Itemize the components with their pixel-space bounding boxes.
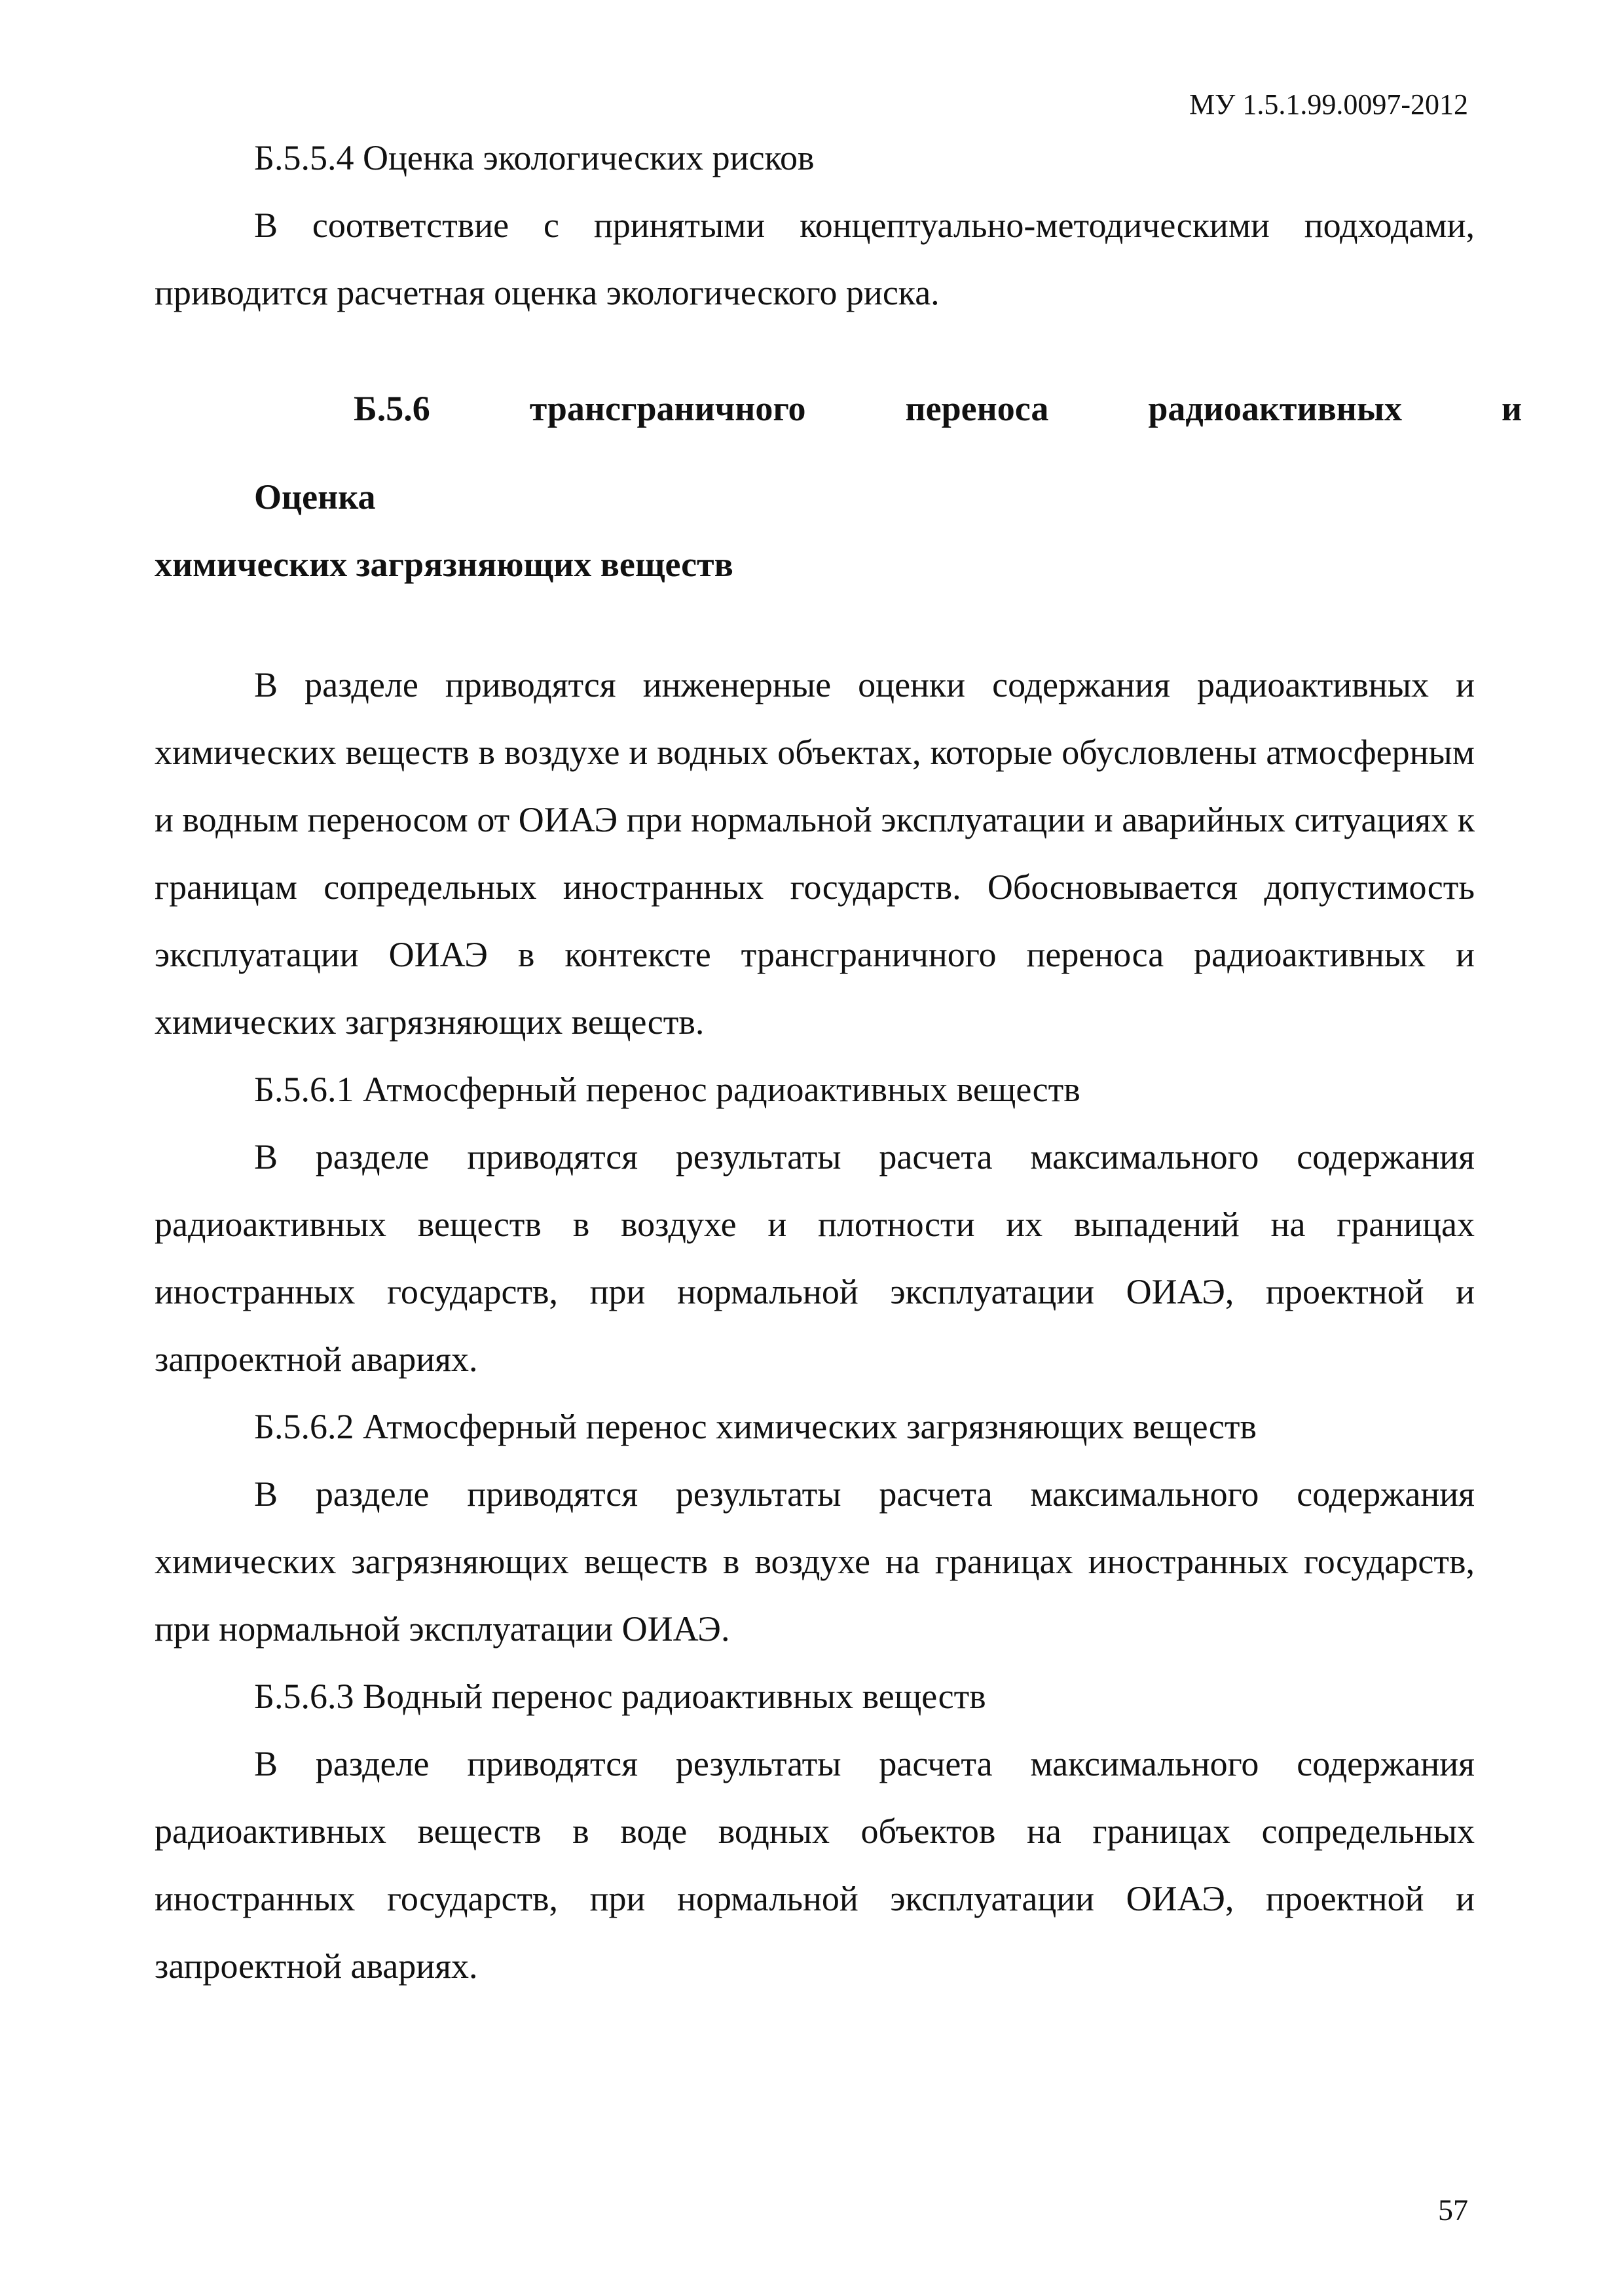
section-paragraph-5-6-2: В разделе приводятся результаты расчета максимального содержания химических загрязняющих веществ в воздухе на границах иностранных государств, при нормальной эксплуатации ОИАЭ.	[155, 1474, 1475, 1649]
heading-word: и	[1502, 389, 1522, 428]
section-title-5-6-3: Б.5.6.3 Водный перенос радиоактивных веществ	[254, 1677, 986, 1716]
section-paragraph-5-5-4: В соответствие с принятыми концептуально-методическими подходами, приводится расчетная оценка экологического риска.	[155, 206, 1475, 312]
section-title-5-6-2: Б.5.6.2 Атмосферный перенос химических загрязняющих веществ	[254, 1407, 1257, 1446]
section-paragraph-5-6-1: В разделе приводятся результаты расчета максимального содержания радиоактивных веществ в воздухе и плотности их выпадений на границах иностранных государств, при нормальной эксплуатации ОИАЭ, проектной и запроектной авариях.	[155, 1137, 1475, 1379]
section-paragraph-5-6: В разделе приводятся инженерные оценки содержания радиоактивных и химических веществ в воздухе и водных объектах, которые обусловлены атмосферным и водным переносом от ОИАЭ при нормальной эксплуатации и аварийных ситуациях к границам сопредельных иностранных государств. Обосновывается допустимость эксплуатации ОИАЭ в контексте трансграничного переноса радиоактивных и химических загрязняющих веществ.	[155, 665, 1475, 1042]
heading-word: переноса	[905, 389, 1049, 428]
section-paragraph-5-6-3: В разделе приводятся результаты расчета максимального содержания радиоактивных веществ в воде водных объектов на границах сопредельных иностранных государств, при нормальной эксплуатации ОИАЭ, проектной и запроектной авариях.	[155, 1744, 1475, 1986]
section-heading-5-6-line1	[155, 365, 1522, 541]
heading-word: радиоактивных	[1148, 389, 1403, 428]
section-heading-5-6-line2: химических загрязняющих веществ	[155, 545, 733, 584]
section-heading-5-6	[155, 365, 1522, 587]
page-number: 57	[1438, 2193, 1468, 2227]
heading-word: Б.5.6 Оценка	[254, 389, 430, 517]
section-title-5-5-4: Б.5.5.4 Оценка экологических рисков	[254, 138, 815, 177]
document-body	[155, 124, 1522, 2000]
section-title-5-6-1: Б.5.6.1 Атмосферный перенос радиоактивных веществ	[254, 1070, 1080, 1109]
heading-word: трансграничного	[529, 389, 806, 428]
document-code: МУ 1.5.1.99.0097-2012	[1189, 88, 1468, 120]
